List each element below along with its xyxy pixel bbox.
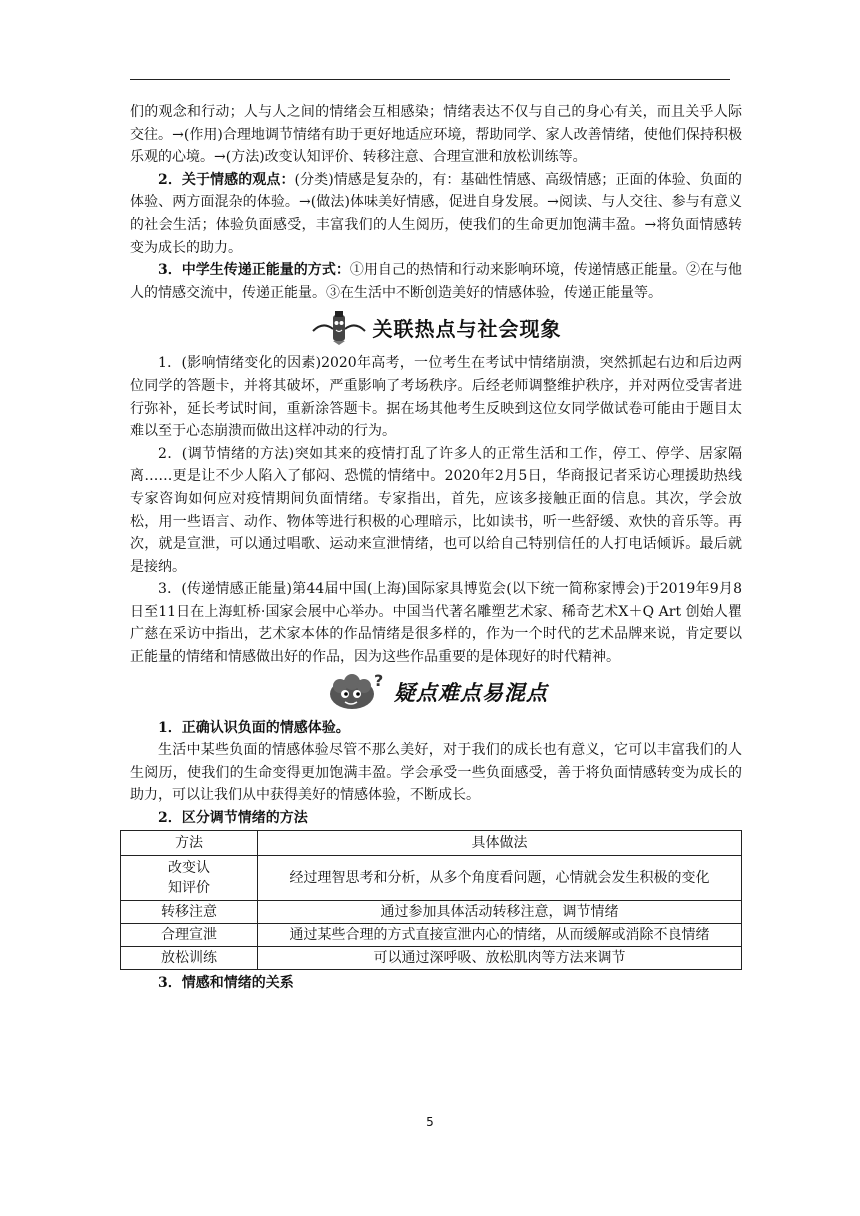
difficulty-item-3-heading: 3．情感和情绪的关系 xyxy=(158,974,294,991)
page-content xyxy=(130,101,742,994)
section-title: 疑点难点易混点 xyxy=(394,680,548,705)
difficulty-item-1-body: 生活中某些负面的情感体验尽管不那么美好，对于我们的成长也有意义，它可以丰富我们的人生阅历，使我们的生命变得更加饱满丰盈。学会承受一些负面感受，善于将负面情感转变为成长的助力，可以让我们从中获得美好的情感体验，不断成长。 xyxy=(130,742,742,804)
difficulty-item-1-heading: 1．正确认识负面的情感体验。 xyxy=(158,719,350,736)
difficulty-item-2-heading: 2．区分调节情绪的方法 xyxy=(158,810,308,827)
section-title: 关联热点与社会现象 xyxy=(372,316,562,341)
point-heading: 3．中学生传递正能量的方式： xyxy=(158,262,350,279)
hotspot-item-3: 3．(传递情感正能量)第44届中国(上海)国际家具博览会(以下统一简称家博会)于2019年9月8日至11日在上海虹桥·国家会展中心举办。中国当代著名雕塑艺术家、稀奇艺术X＋Q Art 创始人瞿广慈在采访中指出，艺术家本体的作品情绪是很多样的，作为一个时代的艺术品牌来说，肯定要以正能量的情绪和情感做出好的作品，因为这些作品重要的是体现好的时代精神。 xyxy=(130,581,742,666)
point-body: (分类)情感是复杂的，有：基础性情感、高级情感；正面的体验、负面的体验、两方面混杂的体验。→(做法)体味美好情感，促进自身发展。→阅读、与人交往、参与有意义的社会生活；体验负面感受，丰富我们的人生阅历，使我们的生命更加饱满丰盈。→将负面情感转变为成长的助力。 xyxy=(130,171,742,256)
header-rule xyxy=(130,79,730,80)
paragraph-continued: 们的观念和行动；人与人之间的情绪会互相感染；情绪表达不仅与自己的身心有关，而且关乎人际交往。→(作用)合理地调节情绪有助于更好地适应环境，帮助同学、家人改善情绪，使他们保持积极乐观的心境。→(方法)改变认知评价、转移注意、合理宣泄和放松训练等。 xyxy=(130,104,742,166)
table-header: 具体做法 xyxy=(258,830,742,855)
brain-mascot-icon xyxy=(324,672,388,712)
table-row xyxy=(121,855,742,900)
table-cell-method: 合理宣泄 xyxy=(121,923,258,946)
cell-line: 改变认 xyxy=(168,859,210,876)
point-emotion-views xyxy=(130,169,742,259)
point-body: ①用自己的热情和行动来影响环境，传递情感正能量。②在与他人的情感交流中，传递正能量。③在生活中不断创造美好的情感体验，传递正能量等。 xyxy=(130,262,742,301)
point-positive-energy xyxy=(130,259,742,304)
table-cell-practice: 通过某些合理的方式直接宣泄内心的情绪，从而缓解或消除不良情绪 xyxy=(258,923,742,946)
section-banner-hotspots xyxy=(130,308,742,346)
table-cell-practice: 经过理智思考和分析，从多个角度看问题，心情就会发生积极的变化 xyxy=(258,855,742,900)
table-row xyxy=(121,946,742,969)
table-cell-method: 放松训练 xyxy=(121,946,258,969)
section-banner-difficulties xyxy=(130,673,742,711)
page-number: 5 xyxy=(426,1115,434,1129)
table-cell-method: 转移注意 xyxy=(121,900,258,923)
table-cell-practice: 通过参加具体活动转移注意，调节情绪 xyxy=(258,900,742,923)
table-row xyxy=(121,923,742,946)
table-cell-practice: 可以通过深呼吸、放松肌肉等方法来调节 xyxy=(258,946,742,969)
table-header-row xyxy=(121,830,742,855)
emotion-methods-table xyxy=(120,830,742,970)
pencil-mascot-icon xyxy=(311,309,367,345)
point-heading: 2．关于情感的观点： xyxy=(158,171,295,188)
hotspot-item-2: 2．(调节情绪的方法)突如其来的疫情打乱了许多人的正常生活和工作，停工、停学、居家隔离……更是让不少人陷入了郁闷、恐慌的情绪中。2020年2月5日，华商报记者采访心理援助热线专家咨询如何应对疫情期间负面情绪。专家指出，首先，应该多接触正面的信息。其次，学会放松，用一些语言、动作、物体等进行积极的心理暗示，比如读书，听一些舒缓、欢快的音乐等。再次，就是宣泄，可以通过唱歌、运动来宣泄情绪，也可以给自己特别信任的人打电话倾诉。最后就是接纳。 xyxy=(130,445,742,575)
svg-text:?: ? xyxy=(374,671,384,690)
cell-line: 知评价 xyxy=(168,879,210,896)
hotspot-item-1: 1．(影响情绪变化的因素)2020年高考，一位考生在考试中情绪崩溃，突然抓起右边和后边两位同学的答题卡，并将其破坏，严重影响了考场秩序。后经老师调整维护秩序，并对两位受害者进行弥补，延长考试时间，重新涂答题卡。据在场其他考生反映到这位女同学做试卷可能由于题目太难以至于心态崩溃而做出这样冲动的行为。 xyxy=(130,355,742,440)
table-header: 方法 xyxy=(121,830,258,855)
table-row xyxy=(121,900,742,923)
table-cell-method xyxy=(121,855,258,900)
